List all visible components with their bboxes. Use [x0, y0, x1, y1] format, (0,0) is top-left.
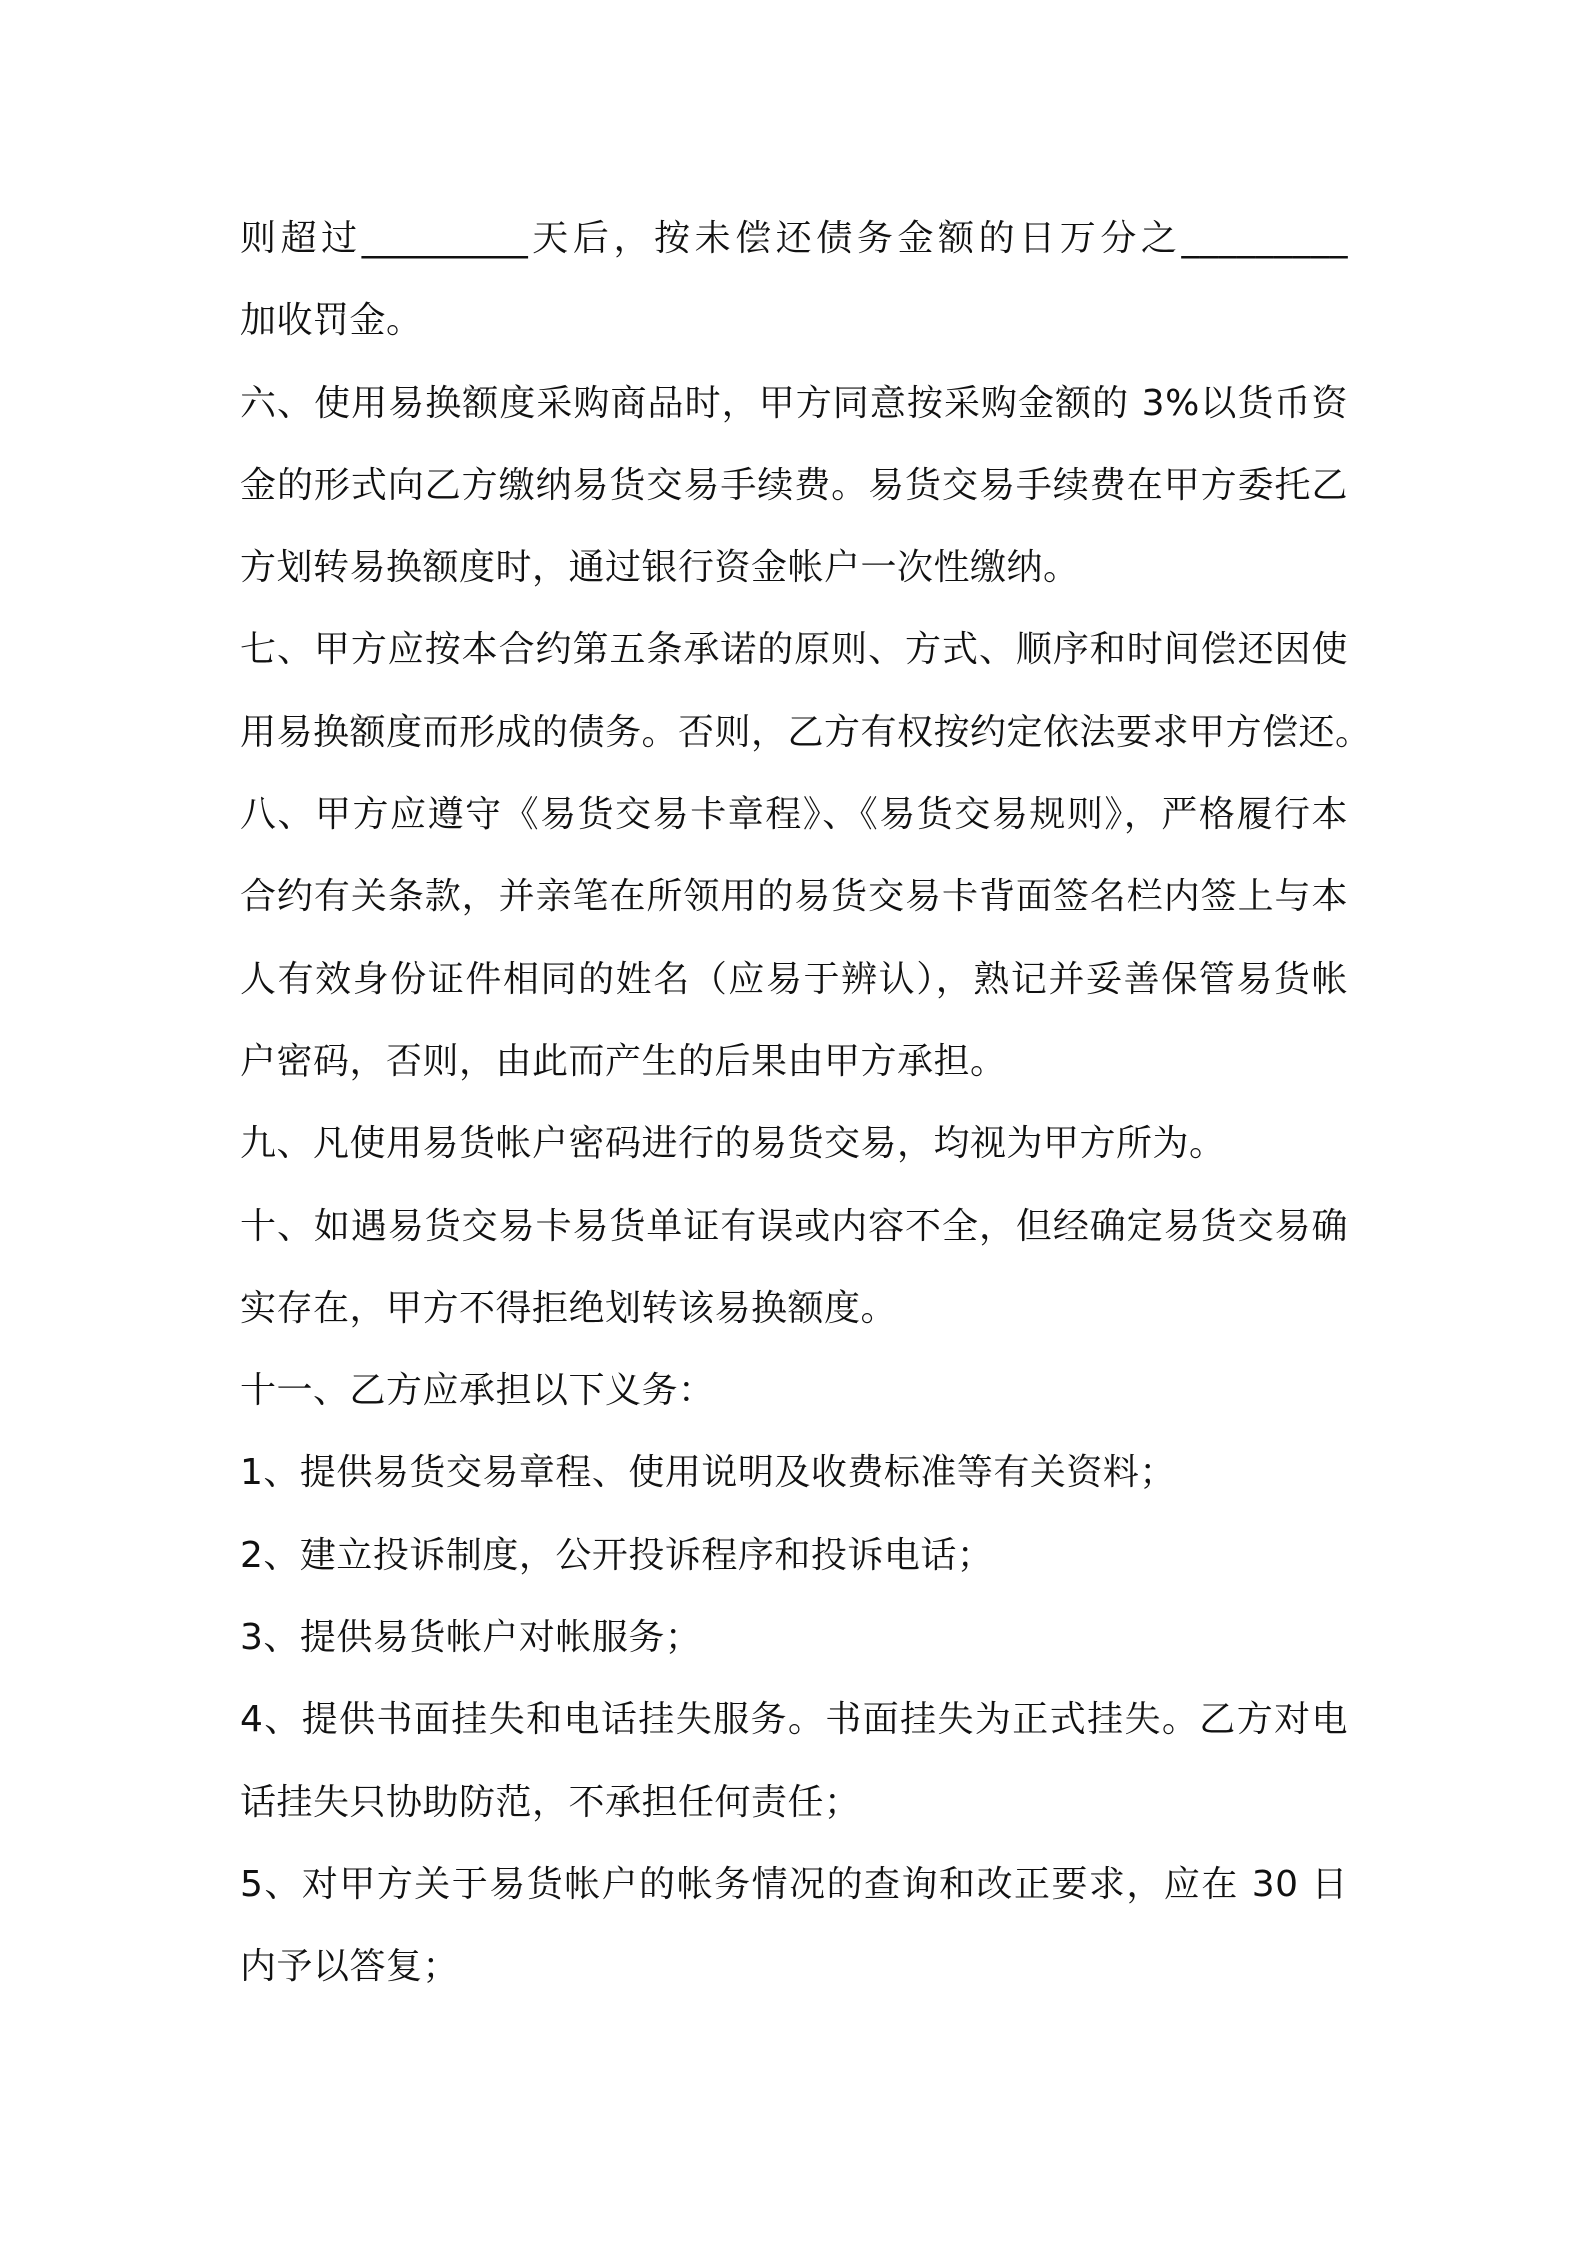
text-line: 十、如遇易货交易卡易货单证有误或内容不全，但经确定易货交易确: [240, 1205, 1348, 1247]
text-line: 5、对甲方关于易货帐户的帐务情况的查询和改正要求，应在 30 日: [240, 1863, 1348, 1905]
text-line: 方划转易换额度时，通过银行资金帐户一次性缴纳。: [240, 547, 1080, 589]
text-line: 4、提供书面挂失和电话挂失服务。书面挂失为正式挂失。乙方对电: [240, 1699, 1348, 1741]
text-line: 金的形式向乙方缴纳易货交易手续费。易货交易手续费在甲方委托乙: [240, 464, 1348, 506]
document-body: [240, 198, 1372, 2009]
text-line: 八、甲方应遵守《易货交易卡章程》、《易货交易规则》，严格履行本: [240, 794, 1348, 836]
text-line: 九、凡使用易货帐户密码进行的易货交易，均视为甲方所为。: [240, 1123, 1226, 1165]
text-line: 内予以答复；: [240, 1946, 460, 1988]
text-line: 加收罚金。: [240, 300, 423, 342]
text-line: 则超过_________天后，按未偿还债务金额的日万分之_________: [240, 218, 1348, 259]
text-line: 用易换额度而形成的债务。否则，乙方有权按约定依法要求甲方偿还。: [240, 711, 1372, 753]
text-line: 人有效身份证件相同的姓名（应易于辨认），熟记并妥善保管易货帐: [240, 958, 1348, 1000]
text-line: 3、提供易货帐户对帐服务；: [240, 1617, 702, 1659]
text-line: 话挂失只协助防范，不承担任何责任；: [240, 1781, 861, 1823]
text-line: 合约有关条款，并亲笔在所领用的易货交易卡背面签名栏内签上与本: [240, 876, 1348, 918]
text-line: 2、建立投诉制度，公开投诉程序和投诉电话；: [240, 1534, 994, 1576]
text-line: 七、甲方应按本合约第五条承诺的原则、方式、顺序和时间偿还因使: [240, 629, 1348, 671]
text-line: 1、提供易货交易章程、使用说明及收费标准等有关资料；: [240, 1452, 1176, 1494]
text-line: 户密码，否则，由此而产生的后果由甲方承担。: [240, 1040, 1007, 1082]
text-line: 实存在，甲方不得拒绝划转该易换额度。: [240, 1287, 898, 1329]
text-line: 十一、乙方应承担以下义务：: [240, 1370, 715, 1412]
text-line: 六、使用易换额度采购商品时，甲方同意按采购金额的 3%以货币资: [240, 382, 1348, 424]
